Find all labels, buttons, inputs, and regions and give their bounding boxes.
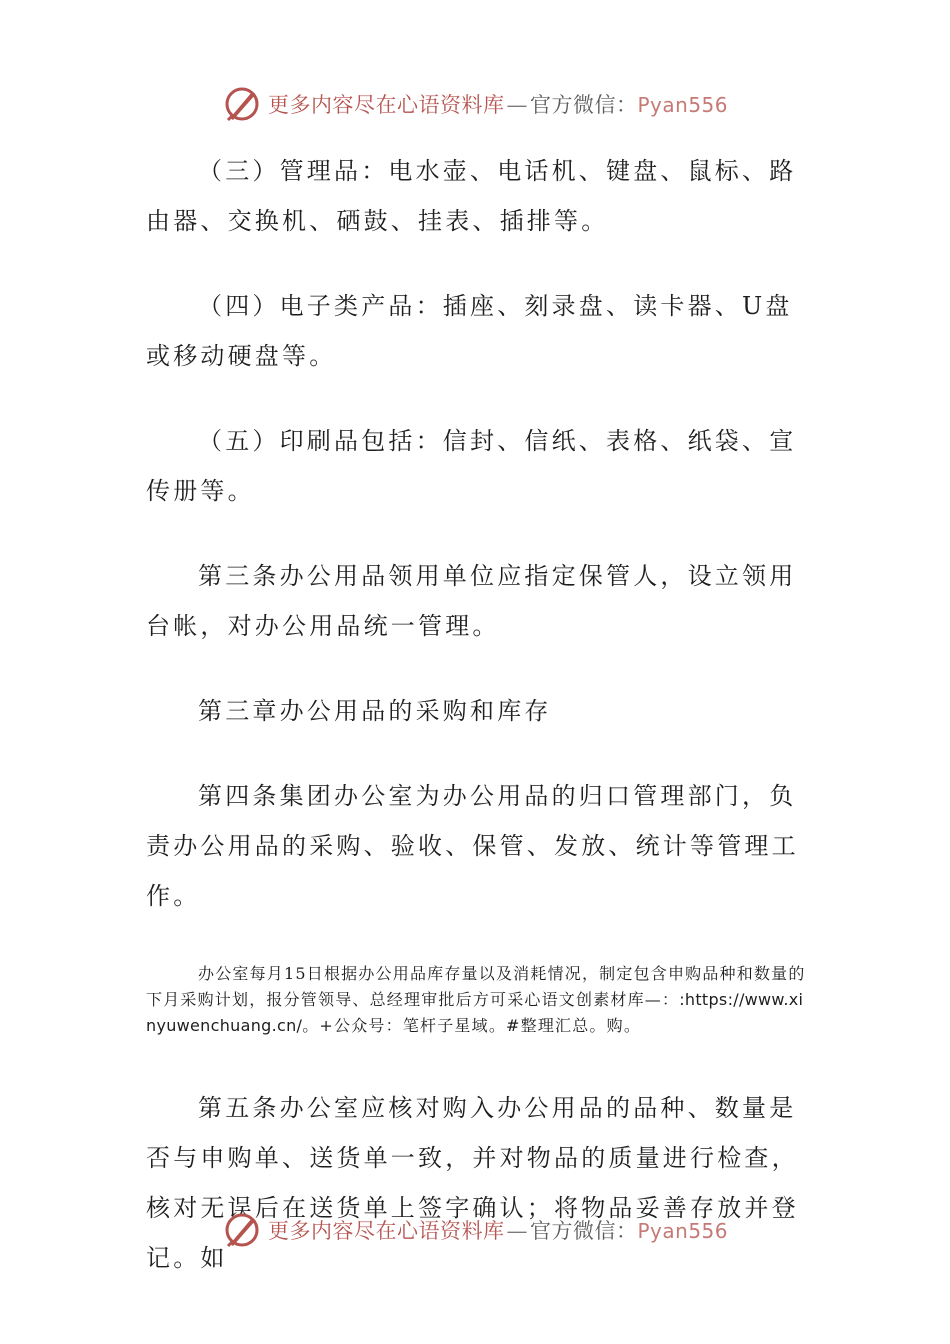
header-wechat-label: 官方微信： — [529, 93, 638, 117]
pen-logo-icon — [222, 84, 262, 124]
header-banner — [0, 80, 950, 128]
footer-dash: — — [506, 1219, 528, 1243]
note-url: :https://www.xinyuwenchuang.cn/ — [146, 990, 804, 1035]
pen-logo-icon — [222, 1210, 262, 1250]
header-wechat-id: Pyan556 — [637, 93, 728, 117]
paragraph-article-4: 第四条集团办公室为办公用品的归口管理部门，负责办公用品的采购、验收、保管、发放、统计等管理工作。 — [146, 782, 799, 910]
document-body — [146, 146, 806, 1283]
footer-banner — [0, 1206, 950, 1254]
footer-site: 更多内容尽在心语资料库 — [267, 1219, 505, 1243]
paragraph-management-items: （三）管理品：电水壶、电话机、键盘、鼠标、路由器、交换机、硒鼓、挂表、插排等。 — [146, 157, 797, 235]
header-text — [268, 89, 728, 119]
paragraph-article-5: 第五条办公室应核对购入办公用品的品种、数量是否与申购单、送货单一致，并对物品的质量进行检查，核对无误后在送货单上签字确认；将物品妥善存放并登记。如 — [146, 1094, 799, 1272]
footer-wechat-label: 官方微信： — [529, 1219, 638, 1243]
procurement-note — [146, 961, 806, 1039]
header-site: 更多内容尽在心语资料库 — [267, 93, 505, 117]
footer-text — [268, 1215, 728, 1245]
chapter-3-heading: 第三章办公用品的采购和库存 — [198, 697, 552, 725]
paragraph-electronics: （四）电子类产品：插座、刻录盘、读卡器、U盘或移动硬盘等。 — [146, 292, 793, 370]
note-text-a: 办公室每月15日根据办公用品库存量以及消耗情况，制定包含申购品种和数量的下月采购计划，报分管领导、总经理审批后方可采心语文创素材库—： — [146, 964, 806, 1009]
note-text-b: 。+公众号：笔杆子星域。#整理汇总。购。 — [302, 1016, 642, 1035]
paragraph-article-3: 第三条办公用品领用单位应指定保管人，设立领用台帐，对办公用品统一管理。 — [146, 562, 797, 640]
header-dash: — — [506, 93, 528, 117]
footer-wechat-id: Pyan556 — [637, 1219, 728, 1243]
paragraph-printed-matter: （五）印刷品包括：信封、信纸、表格、纸袋、宣传册等。 — [146, 427, 797, 505]
